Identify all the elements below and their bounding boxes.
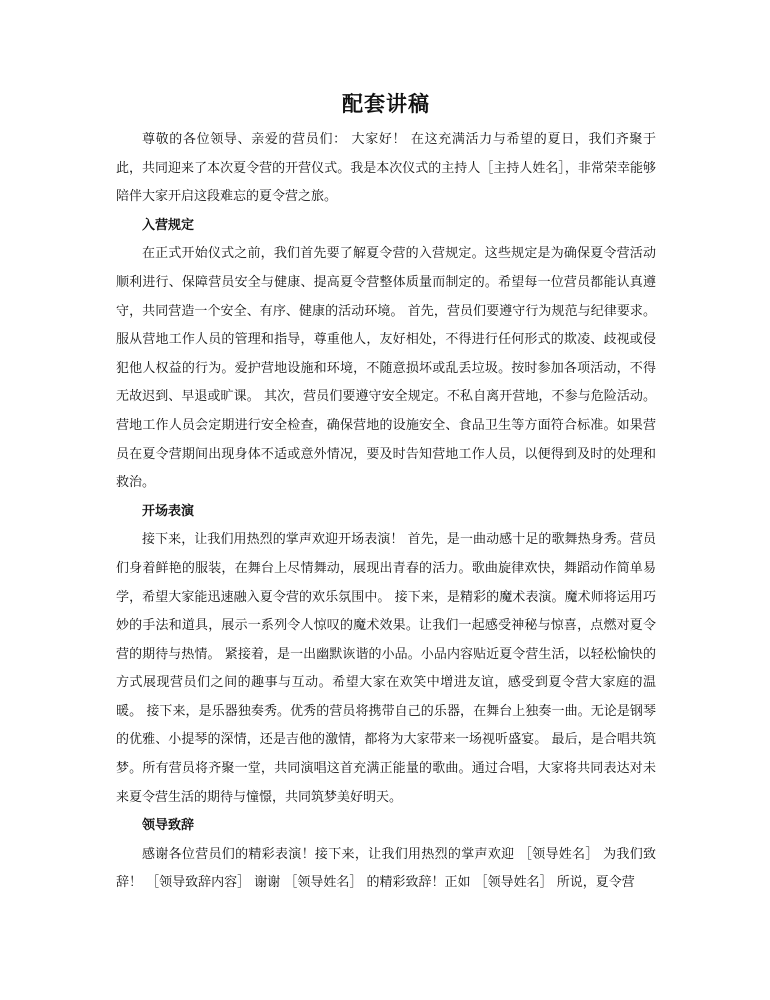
section-body: 接下来，让我们用热烈的掌声欢迎开场表演！ 首先，是一曲动感十足的歌舞热身秀。营员们身着鲜艳的服装，在舞台上尽情舞动，展现出青春的活力。歌曲旋律欢快，舞蹈动作简单易学，希望大家能迅速融入夏令营的欢乐氛围中。 接下来，是精彩的魔术表演。魔术师将运用巧妙的手法和道具，展示一系列令人惊叹的魔术效果。让我们一起感受神秘与惊喜，点燃对夏令营的期待与热情。 紧接着，是一出幽默诙谐的小品。小品内容贴近夏令营生活，以轻松愉快的方式展现营员们之间的趣事与互动。希望大家在欢笑中增进友谊，感受到夏令营大家庭的温暖。 接下来，是乐器独奏秀。优秀的营员将携带自己的乐器，在舞台上独奏一曲。无论是钢琴的优雅、小提琴的深情，还是吉他的激情，都将为大家带来一场视听盛宴。 最后，是合唱共筑梦。所有营员将齐聚一堂，共同演唱这首充满正能量的歌曲。通过合唱，大家将共同表达对未来夏令营生活的期待与憧憬，共同筑梦美好明天。 — [116, 532, 656, 805]
section-heading: 入营规定 — [142, 217, 195, 233]
section-body: 在正式开始仪式之前，我们首先要了解夏令营的入营规定。这些规定是为确保夏令营活动顺利进行、保障营员安全与健康、提高夏令营整体质量而制定的。希望每一位营员都能认真遵守，共同营造一个安全、有序、健康的活动环境。 首先，营员们要遵守行为规范与纪律要求。服从营地工作人员的管理和指导，尊重他人，友好相处，不得进行任何形式的欺凌、歧视或侵犯他人权益的行为。爱护营地设施和环境，不随意损坏或乱丢垃圾。按时参加各项活动，不得无故迟到、早退或旷课。 其次，营员们要遵守安全规定。不私自离开营地，不参与危险活动。营地工作人员会定期进行安全检查，确保营地的设施安全、食品卫生等方面符合标准。如果营员在夏令营期间出现身体不适或意外情况，要及时告知营地工作人员，以便得到及时的处理和救治。 — [116, 246, 656, 491]
document-page — [116, 86, 656, 898]
section-heading: 领导致辞 — [142, 818, 195, 834]
intro-paragraph: 尊敬的各位领导、亲爱的营员们： 大家好！ 在这充满活力与希望的夏日，我们齐聚于此，共同迎来了本次夏令营的开营仪式。我是本次仪式的主持人［主持人姓名］，非常荣幸能够陪伴大家开启这段难忘的夏令营之旅。 — [116, 132, 656, 205]
section-entry-rules — [116, 212, 656, 498]
section-opening-show — [116, 498, 656, 813]
document-title: 配套讲稿 — [342, 91, 430, 116]
section-leader-speech — [116, 812, 656, 898]
section-body: 感谢各位营员们的精彩表演！接下来，让我们用热烈的掌声欢迎 ［领导姓名］ 为我们致辞！ ［领导致辞内容］ 谢谢 ［领导姓名］ 的精彩致辞！正如 ［领导姓名］ 所说，夏令营 — [116, 846, 656, 891]
section-heading: 开场表演 — [142, 503, 195, 519]
